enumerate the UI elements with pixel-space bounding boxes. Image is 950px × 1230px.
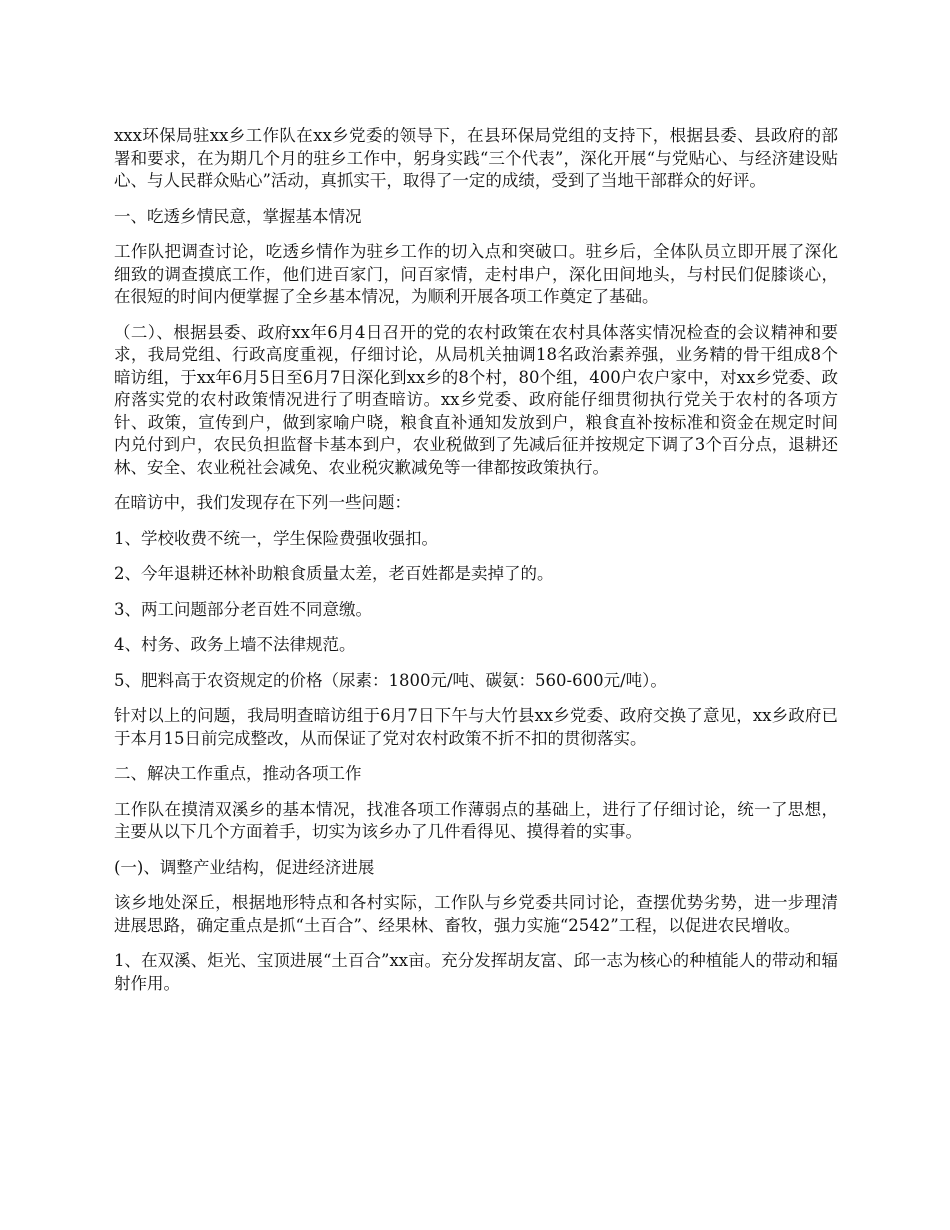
subsection-heading-1: (一)、调整产业结构，促进经济进展 <box>114 857 375 877</box>
document-body <box>114 125 838 1008</box>
problem-item-4: 4、村务、政务上墙不法律规范。 <box>114 635 356 654</box>
survey-paragraph: 工作队把调查讨论，吃透乡情作为驻乡工作的切入点和突破口。驻乡后，全体队员立即开展了深化细致的调查摸底工作，他们进百家门，问百家情，走村串户，深化田间地头，与村民们促膝谈心，在很短的时间内便掌握了全乡基本情况，为顺利开展各项工作奠定了基础。 <box>114 242 838 306</box>
lily-paragraph: 1、在双溪、炬光、宝顶进展“土百合”xx亩。充分发挥胡友富、邱一志为核心的种植能人的带动和辐射作用。 <box>114 951 838 993</box>
intro-paragraph: xxx环保局驻xx乡工作队在xx乡党委的领导下，在县环保局党组的支持下，根据县委、县政府的部署和要求，在为期几个月的驻乡工作中，躬身实践“三个代表”，深化开展“与党贴心、与经济建设贴心、与人民群众贴心”活动，真抓实干，取得了一定的成绩，受到了当地干部群众的好评。 <box>114 126 838 190</box>
industry-paragraph: 该乡地处深丘，根据地形特点和各村实际，工作队与乡党委共同讨论，查摆优势劣势，进一步理清进展思路，确定重点是抓“土百合”、经果林、畜牧，强力实施“2542”工程，以促进农民增收。 <box>114 893 838 935</box>
rectification-paragraph: 针对以上的问题，我局明查暗访组于6月7日下午与大竹县xx乡党委、政府交换了意见，xx乡政府已于本月15日前完成整改，从而保证了党对农村政策不折不扣的贯彻落实。 <box>114 706 838 748</box>
problem-item-2: 2、今年退耕还林补助粮食质量太差，老百姓都是卖掉了的。 <box>114 564 554 583</box>
problem-item-1: 1、学校收费不统一，学生保险费强收强扣。 <box>114 528 438 548</box>
problem-item-3: 3、两工问题部分老百姓不同意缴。 <box>114 599 372 619</box>
work-focus-paragraph: 工作队在摸清双溪乡的基本情况，找准各项工作薄弱点的基础上，进行了仔细讨论，统一了思想，主要从以下几个方面着手，切实为该乡办了几件看得见、摸得着的实事。 <box>114 799 838 841</box>
problems-intro: 在暗访中，我们发现存在下列一些问题： <box>114 493 411 512</box>
section-heading-1: 一、吃透乡情民意，掌握基本情况 <box>114 206 362 226</box>
problem-item-5: 5、肥料高于农资规定的价格（尿素：1800元/吨、碳氨：560-600元/吨）。 <box>114 670 667 690</box>
section-heading-2: 二、解决工作重点，推动各项工作 <box>114 764 362 783</box>
inspection-paragraph: （二）、根据县委、政府xx年6月4日召开的党的农村政策在农村具体落实情况检查的会议精神和要求，我局党组、行政高度重视，仔细讨论，从局机关抽调18名政治素养强，业务精的骨干组成8个暗访组，于xx年6月5日至6月7日深化到xx乡的8个村，80个组，400户农户家中，对xx乡党委、政府落实党的农村政策情况进行了明查暗访。xx乡党委、政府能仔细贯彻执行党关于农村的各项方针、政策，宣传到户，做到家喻户晓，粮食直补通知发放到户，粮食直补按标准和资金在规定时间内兑付到户，农民负担监督卡基本到户，农业税做到了先减后征并按规定下调了3个百分点，退耕还林、安全、农业税社会减免、农业税灾歉减免等一律都按政策执行。 <box>114 322 838 477</box>
